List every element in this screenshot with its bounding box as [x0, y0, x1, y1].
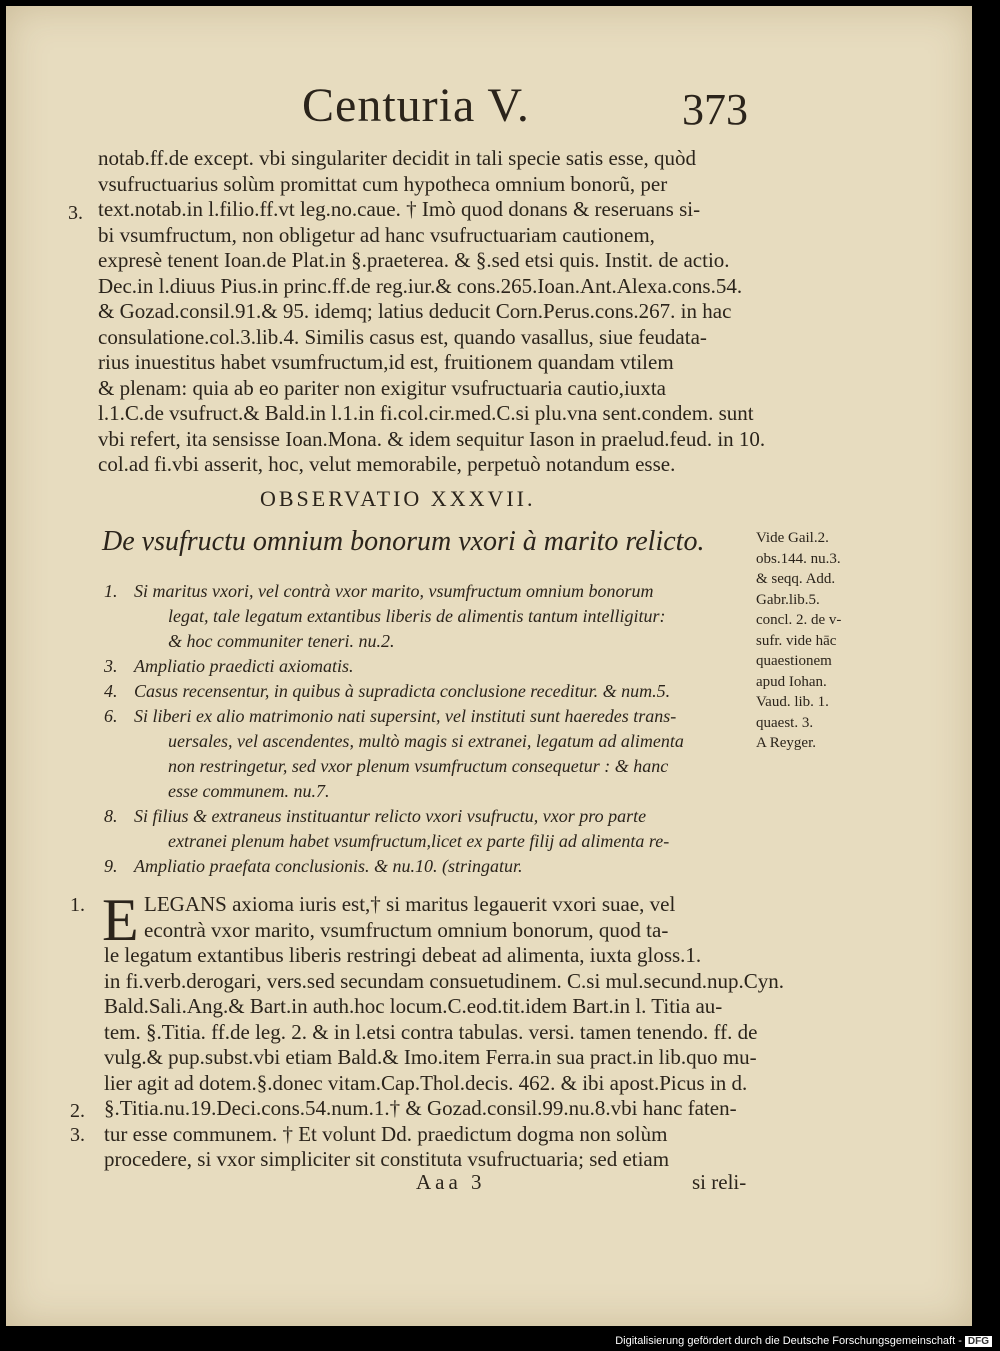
marginal-note-line: quaestionem: [756, 653, 832, 669]
page: [6, 6, 972, 1326]
running-title: Centuria V.: [302, 79, 530, 132]
para2-line: vulg.& pup.subst.vbi etiam Bald.& Imo.item Ferra.in sua pract.in lib.quo mu-: [104, 1045, 757, 1069]
margin-number: 1.: [70, 894, 85, 916]
marginal-note-line: Gabr.lib.5.: [756, 591, 820, 608]
marginal-note-line: Vaud. lib. 1.: [756, 694, 829, 710]
marginal-note-line: quaest. 3.: [756, 714, 814, 731]
margin-number: 3.: [68, 202, 83, 224]
catchword: si reli-: [692, 1170, 747, 1194]
footer-credit: [615, 1335, 992, 1347]
summary-number: 8.: [104, 806, 118, 826]
summary-text: & hoc communiter teneri. nu.2.: [168, 631, 395, 651]
para2-line: econtrà vxor marito, vsumfructum omnium bonorum, quod ta-: [144, 917, 669, 942]
para1-line: notab.ff.de except. vbi singulariter decidit in tali specie satis esse, quòd: [98, 146, 696, 170]
summary-text: Si filius & extraneus instituantur relicto vxori vsufructu, vxor pro parte: [134, 806, 647, 826]
summary-text: Si liberi ex alio matrimonio nati supersint, vel instituti sunt haeredes trans-: [134, 706, 677, 726]
drop-capital: E: [102, 887, 139, 953]
para1-line: l.1.C.de vsufruct.& Bald.in l.1.in fi.col.cir.med.C.si plu.vna sent.condem. sunt: [98, 401, 754, 425]
marginal-note-line: apud Iohan.: [756, 673, 827, 690]
para1-line: consulatione.col.3.lib.4. Similis casus est, quando vasallus, siue feudata-: [98, 324, 707, 349]
para1-line: bi vsumfructum, non obligetur ad hanc vsufructuariam cautionem,: [98, 222, 655, 247]
marginal-note-line: concl. 2. de v-: [756, 612, 842, 628]
para2-line: lier agit ad dotem.§.donec vitam.Cap.Thol.decis. 462. & ibi apost.Picus in d.: [104, 1070, 748, 1095]
observatio-heading: OBSERVATIO XXXVII.: [260, 486, 536, 511]
para1-line: text.notab.in l.filio.ff.vt leg.no.caue. † Imò quod donans & reseruans si-: [98, 197, 701, 221]
para2-line: Bald.Sali.Ang.& Bart.in auth.hoc locum.C.eod.tit.idem Bart.in l. Titia au-: [104, 994, 723, 1018]
summary-text: esse communem. nu.7.: [168, 781, 330, 801]
para2-line: tur esse communem. † Et volunt Dd. praedictum dogma non solùm: [104, 1121, 668, 1146]
para1-line: expresè tenent Ioan.de Plat.in §.praeterea. & §.sed etsi quis. Instit. de actio.: [98, 248, 730, 272]
summary-number: 1.: [104, 581, 118, 601]
summary-number: 9.: [104, 856, 118, 876]
summary-number: 4.: [104, 681, 118, 701]
marginal-note-line: A Reyger.: [756, 735, 816, 751]
summary-number: 3.: [104, 656, 118, 676]
summary-text: Casus recensentur, in quibus à supradicta conclusione receditur. & num.5.: [134, 681, 671, 701]
marginal-note-line: obs.144. nu.3.: [756, 550, 841, 567]
page-number: 373: [682, 85, 748, 134]
para1-line: & plenam: quia ab eo pariter non exigitur vsufructuaria cautio,iuxta: [98, 375, 666, 400]
para2-line: §.Titia.nu.19.Deci.cons.54.num.1.† & Gozad.consil.99.nu.8.vbi hanc faten-: [104, 1096, 737, 1120]
para1-line: col.ad fi.vbi asserit, hoc, velut memorabile, perpetuò notandum esse.: [98, 452, 676, 476]
summary-text: Ampliatio praefata conclusionis. & nu.10. (stringatur.: [134, 856, 523, 876]
marginal-note-line: & seqq. Add.: [756, 571, 836, 587]
para2-line: procedere, si vxor simpliciter sit constituta vsufructuaria; sed etiam: [104, 1147, 670, 1171]
summary-text: uersales, vel ascendentes, multò magis si extranei, legatum ad alimenta: [168, 731, 684, 751]
para1-line: vbi refert, ita sensisse Ioan.Mona. & idem sequitur Iason in praelud.feud. in 10.: [98, 426, 766, 451]
dfg-logo: DFG: [965, 1336, 992, 1347]
summary-text: non restringetur, sed vxor plenum vsumfructum consequetur : & hanc: [168, 756, 669, 776]
para2-line: LEGANS axioma iuris est,† si maritus legauerit vxori suae, vel: [144, 892, 676, 916]
observatio-title: De vsufructu omnium bonorum vxori à marito relicto.: [102, 526, 705, 557]
margin-number: 3.: [70, 1124, 85, 1146]
signature-mark: Aaa 3: [416, 1170, 486, 1194]
para1-line: vsufructuarius solùm promittat cum hypotheca omnium bonorũ, per: [98, 171, 668, 196]
marginal-note-line: Vide Gail.2.: [756, 530, 829, 546]
marginal-note-line: sufr. vide hāc: [756, 632, 837, 649]
summary-text: legat, tale legatum extantibus liberis de alimentis tantum intelligitur:: [168, 606, 666, 626]
para1-line: Dec.in l.diuus Pius.in princ.ff.de reg.iur.& cons.265.Ioan.Ant.Alexa.cons.54.: [98, 273, 743, 298]
para1-line: rius inuestitus habet vsumfructum,id est, fruitionem quandam vtilem: [98, 350, 674, 374]
para2-line: le legatum extantibus liberis restringi debeat ad alimenta, iuxta gloss.1.: [104, 943, 702, 967]
summary-text: Ampliatio praedicti axiomatis.: [134, 656, 354, 676]
summary-number: 6.: [104, 706, 118, 726]
footer-text: Digitalisierung gefördert durch die Deutsche Forschungsgemeinschaft -: [615, 1335, 962, 1347]
para1-line: & Gozad.consil.91.& 95. idemq; latius deducit Corn.Perus.cons.267. in hac: [98, 299, 732, 323]
para2-line: in fi.verb.derogari, vers.sed secundam consuetudinem. C.si mul.secund.nup.Cyn.: [104, 968, 785, 993]
para2-line: tem. §.Titia. ff.de leg. 2. & in l.etsi contra tabulas. versi. tamen tenendo. ff. de: [104, 1019, 758, 1044]
margin-number: 2.: [70, 1100, 85, 1122]
summary-text: extranei plenum habet vsumfructum,licet ex parte filij ad alimenta re-: [168, 831, 670, 851]
summary-text: Si maritus vxori, vel contrà vxor marito, vsumfructum omnium bonorum: [134, 581, 654, 601]
